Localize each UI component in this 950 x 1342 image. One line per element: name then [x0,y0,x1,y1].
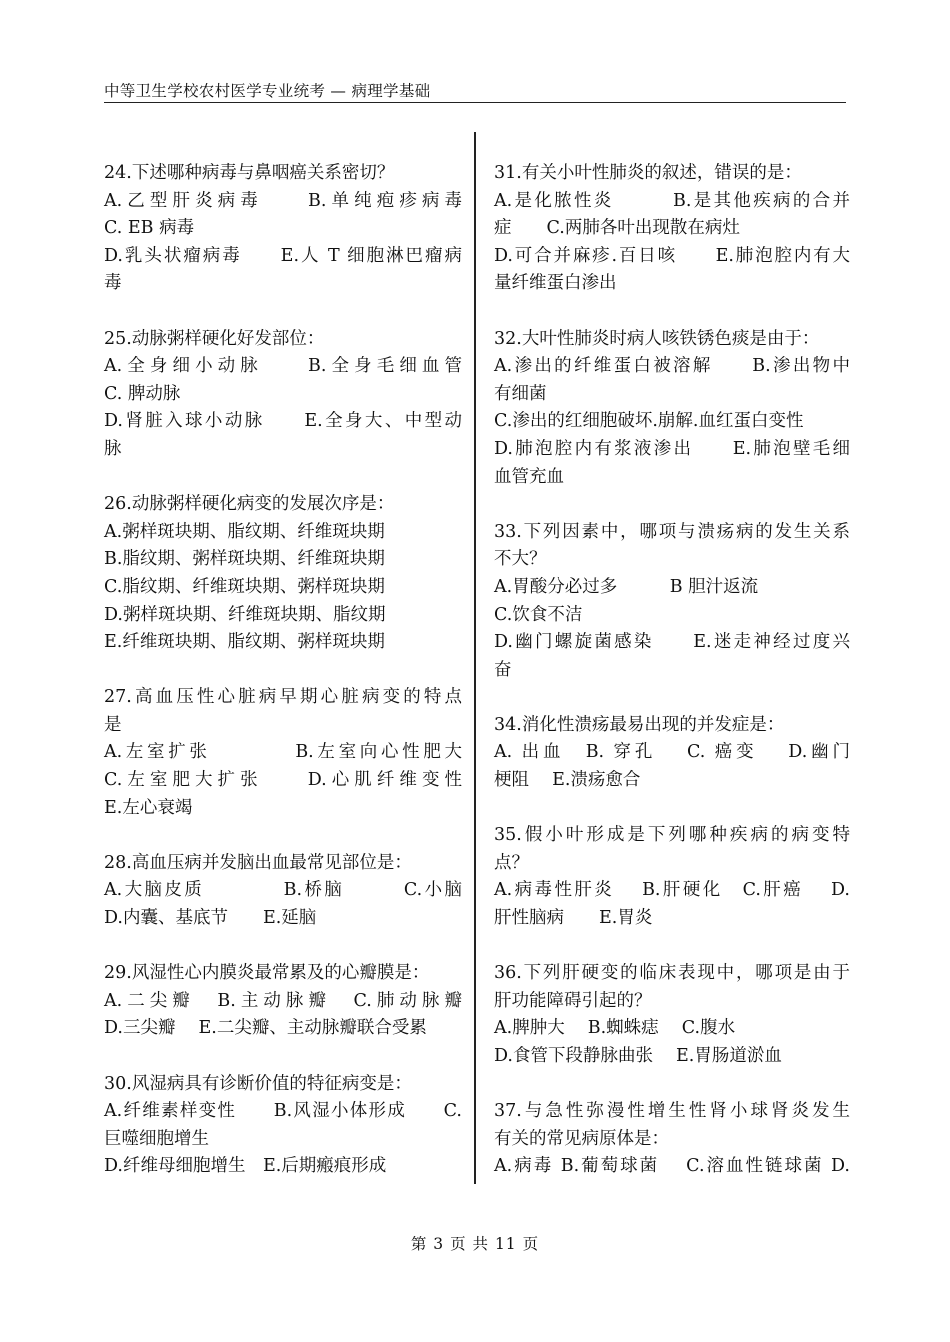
question-line: A.病毒 B.葡萄球菌 C.溶血性链球菌 D. [494,1156,850,1177]
question-29 [104,960,462,1043]
question-34 [494,712,850,795]
question-27 [104,684,462,822]
question-line: D.肾脏入球小动脉 E.全身大、中型动 [104,411,462,432]
question-24 [104,160,462,298]
question-line: 29.风湿性心内膜炎最常累及的心瓣膜是： [104,963,430,984]
question-line: A.大脑皮质 B.桥脑 C.小脑 [104,880,462,901]
question-line: C.饮食不洁 [494,604,583,625]
question-line: 点？ [494,852,529,873]
column-divider [474,132,476,1184]
question-line: D.乳头状瘤病毒 E.人 T 细胞淋巴瘤病 [104,245,462,266]
question-line: 血管充血 [494,466,564,487]
question-line: 34.消化性溃疡最易出现的并发症是： [494,714,785,735]
question-line: A.胃酸分必过多 B 胆汁返流 [494,576,759,597]
question-line: 量纤维蛋白渗出 [494,273,617,294]
question-line: 33.下列因素中，哪项与溃疡病的发生关系 [494,521,850,542]
page-header: 中等卫生学校农村医学专业统考 — 病理学基础 [104,82,846,103]
question-line: A.渗出的纤维蛋白被溶解 B.渗出物中 [494,356,850,377]
right-column [494,160,850,1209]
question-28 [104,850,462,933]
question-line: C.渗出的红细胞破坏.崩解.血红蛋白变性 [494,411,804,432]
question-line: 奋 [494,659,512,680]
question-line: A.是化脓性炎 B.是其他疾病的合并 [494,190,850,211]
question-line: 36.下列肝硬变的临床表现中，哪项是由于 [494,963,850,984]
question-line: D.三尖瓣 E.二尖瓣、主动脉瓣联合受累 [104,1018,427,1039]
question-line: 有细菌 [494,383,547,404]
question-line: A. 出血 B. 穿孔 C. 癌变 D.幽门 [494,742,850,763]
question-36 [494,960,850,1070]
question-line: 30.风湿病具有诊断价值的特征病变是： [104,1073,412,1094]
question-line: A.乙型肝炎病毒 B.单纯疱疹病毒 [104,190,462,211]
question-line: A.脾肿大 B.蜘蛛痣 C.腹水 [494,1018,736,1039]
question-line: 35.假小叶形成是下列哪种疾病的病变特 [494,825,850,846]
question-37 [494,1098,850,1181]
question-line: 27.高血压性心脏病早期心脏病变的特点 [104,687,462,708]
question-line: D.可合并麻疹.百日咳 E.肺泡腔内有大 [494,245,850,266]
question-line: D.粥样斑块期、纤维斑块期、脂纹期 [104,604,386,625]
question-line: A.纤维素样变性 B.风湿小体形成 C. [104,1101,462,1122]
question-25 [104,326,462,464]
question-line: 脉 [104,438,122,459]
question-line: 32.大叶性肺炎时病人咳铁锈色痰是由于： [494,328,820,349]
question-line: 25.动脉粥样硬化好发部位： [104,328,325,349]
question-line: A.粥样斑块期、脂纹期、纤维斑块期 [104,521,385,542]
question-26 [104,491,462,657]
question-line: D.内囊、基底节 E.延脑 [104,908,317,929]
question-line: A.全身细小动脉 B.全身毛细血管 [104,356,462,377]
left-column [104,160,462,1209]
question-line: 巨噬细胞增生 [104,1128,209,1149]
question-line: D.肺泡腔内有浆液渗出 E.肺泡壁毛细 [494,438,850,459]
question-line: 有关的常见病原体是： [494,1128,669,1149]
question-line: 是 [104,714,122,735]
question-31 [494,160,850,298]
question-line: D.纤维母细胞增生 E.后期瘢痕形成 [104,1156,387,1177]
question-line: 肝性脑病 E.胃炎 [494,908,653,929]
question-line: A.左室扩张 B.左室向心性肥大 [104,742,462,763]
question-line: 28.高血压病并发脑出血最常见部位是： [104,852,412,873]
question-line: C.左室肥大扩张 D.心肌纤维变性 [104,770,462,791]
question-line: B.脂纹期、粥样斑块期、纤维斑块期 [104,549,385,570]
question-line: A.病毒性肝炎 B.肝硬化 C.肝癌 D. [494,880,850,901]
question-30 [104,1071,462,1181]
question-33 [494,519,850,685]
question-line: 24.下述哪种病毒与鼻咽癌关系密切？ [104,163,395,183]
question-line: E.左心衰竭 [104,797,193,818]
question-line: 症 C.两肺各叶出现散在病灶 [494,218,740,239]
question-line: C. EB 病毒 [104,218,195,239]
page-number: 第 3 页 共 11 页 [410,1235,540,1253]
question-35 [494,822,850,932]
question-line: C. 脾动脉 [104,383,181,404]
question-line: 37.与急性弥漫性增生性肾小球肾炎发生 [494,1101,850,1122]
question-line: 26.动脉粥样硬化病变的发展次序是： [104,494,395,515]
question-line: D.食管下段静脉曲张 E.胃肠道淤血 [494,1046,782,1066]
question-line: 毒 [104,273,122,294]
question-line: 肝功能障碍引起的？ [494,990,652,1011]
question-line: C.脂纹期、纤维斑块期、粥样斑块期 [104,576,385,597]
question-line: D.幽门螺旋菌感染 E.迷走神经过度兴 [494,632,850,653]
question-line: 不大？ [494,549,547,570]
question-line: 梗阻 E.溃疡愈合 [494,770,641,791]
question-32 [494,326,850,492]
question-line: 31.有关小叶性肺炎的叙述，错误的是： [494,163,802,183]
question-line: A.二尖瓣 B.主动脉瓣 C.肺动脉瓣 [104,990,462,1011]
question-line: E.纤维斑块期、脂纹期、粥样斑块期 [104,632,385,653]
